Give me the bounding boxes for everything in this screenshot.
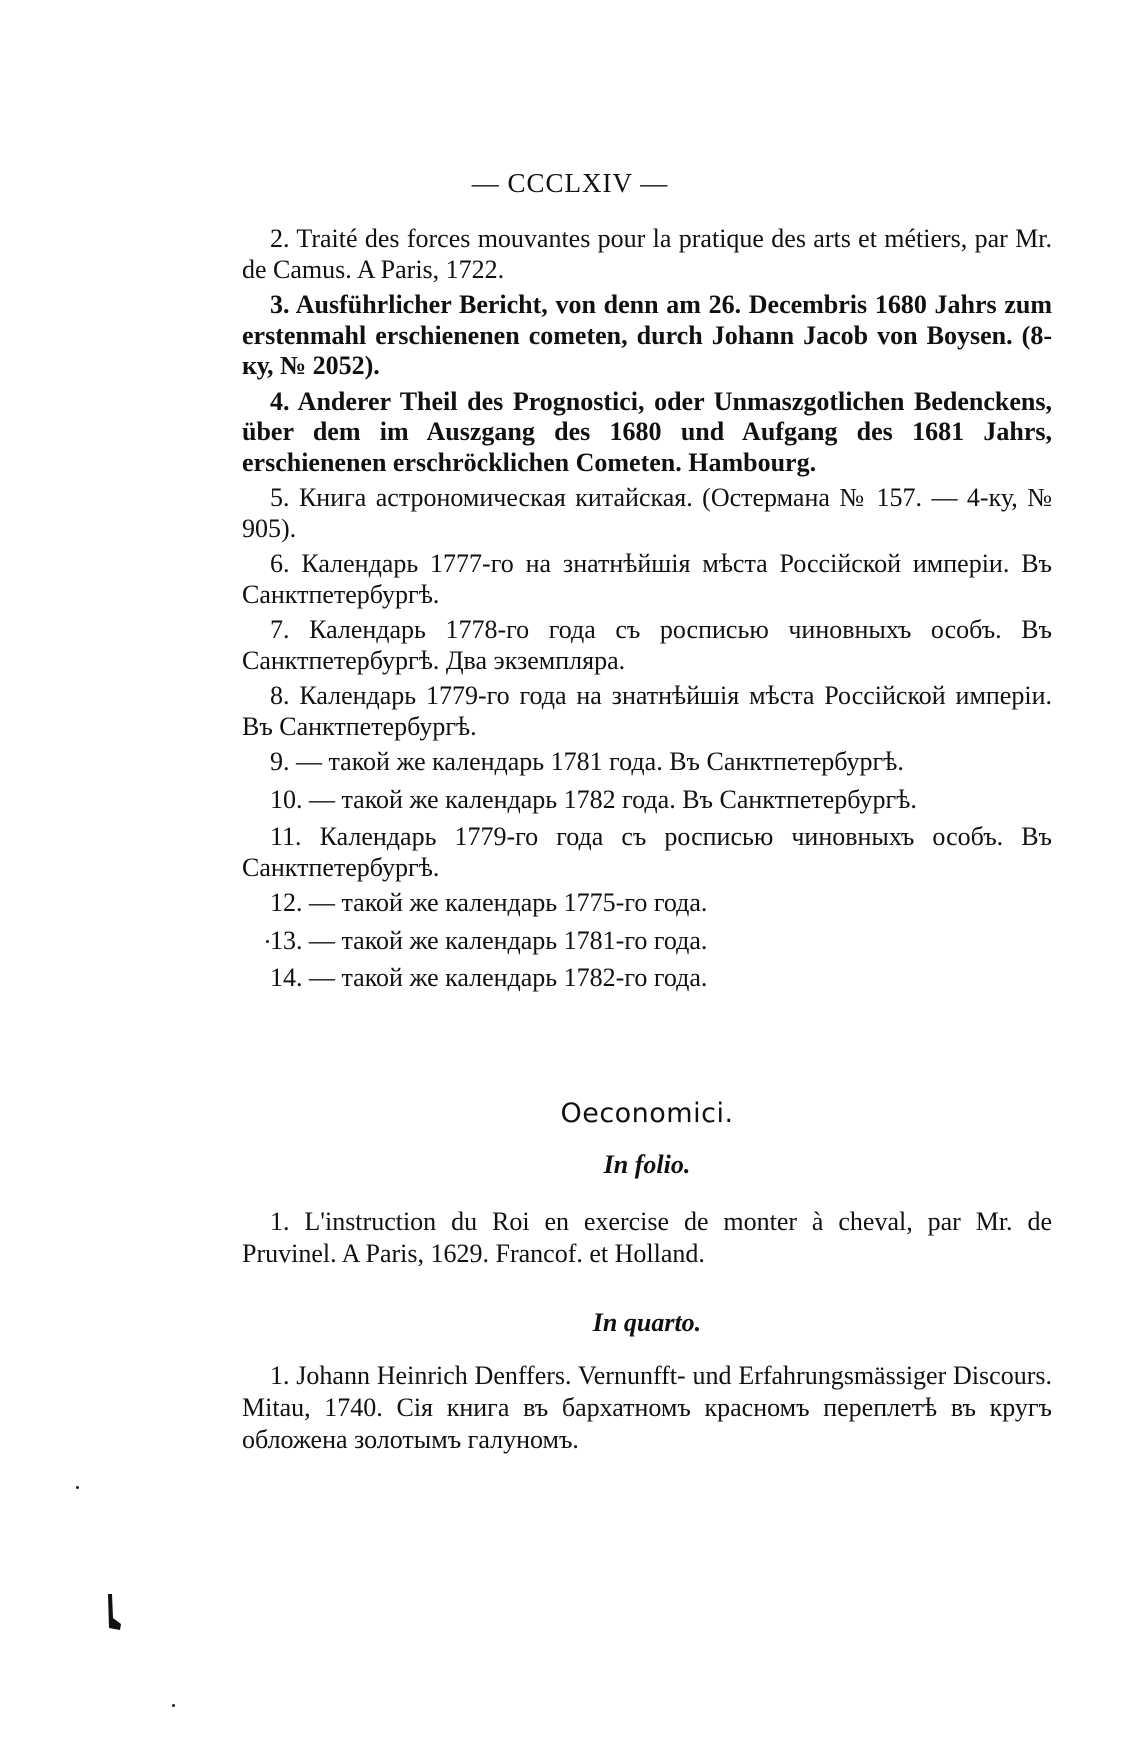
list-entry-7: 7. Календарь 1778-го года съ росписью чиновныхъ особъ. Въ Санктпетербургѣ. Два экземпляра. — [242, 615, 1052, 675]
list-entry-13: 13. — такой же календарь 1781-го года. — [270, 925, 708, 955]
ink-speck — [266, 940, 269, 943]
list-entry-11: 11. Календарь 1779-го года съ росписью чиновныхъ особъ. Въ Санктпетербургѣ. — [242, 822, 1052, 882]
page-header: — CCCLXIV — — [471, 168, 669, 198]
list-entry-14: 14. — такой же календарь 1782-го года. — [270, 963, 708, 992]
list-entry-4: 4. Anderer Theil des Prognostici, oder Unmaszgotlichen Bedenckens, über dem im Auszgang des 1680 und Aufgang des 1681 Jahrs, erschienenen erschröcklichen Cometen. Hambourg. — [242, 386, 1052, 477]
list-entry-10: 10. — такой же календарь 1782 года. Въ Санктпетербургѣ. — [270, 784, 917, 814]
folio-heading-block — [242, 1150, 1052, 1180]
section-title — [242, 1098, 1052, 1129]
folio-entry-block — [242, 1206, 1052, 1270]
list-entry-8: 8. Календарь 1779-го года на знатнѣйшія мѣста Россійской имперіи. Въ Санктпетербургѣ. — [242, 681, 1052, 741]
quarto-entry-block — [242, 1360, 1052, 1456]
list-entry-9: 9. — такой же календарь 1781 года. Въ Санктпетербургѣ. — [270, 747, 904, 776]
ink-speck — [76, 1486, 79, 1489]
ink-mark-decoration — [105, 1592, 123, 1632]
quarto-entry: 1. Johann Heinrich Denffers. Vernunfft- und Erfahrungsmässiger Discours. Mitau, 1740. Сія книга въ бархатномъ красномъ переплетѣ въ кругъ обложена золотымъ галуномъ. — [242, 1361, 1052, 1454]
folio-entry: 1. L'instruction du Roi en exercise de monter à cheval, par Mr. de Pruvinel. A Paris, 1629. Francof. et Holland. — [242, 1207, 1052, 1268]
list-entry-3: 3. Ausführlicher Bericht, von denn am 26. Decembris 1680 Jahrs zum erstenmahl erschienenen cometen, durch Johann Jacob von Boysen. (8-ку, № 2052). — [242, 290, 1052, 380]
list-entry-2: 2. Traité des forces mouvantes pour la pratique des arts et métiers, par Mr. de Camus. A Paris, 1722. — [242, 224, 1052, 284]
folio-heading: In folio. — [603, 1150, 691, 1179]
list-entry-12: 12. — такой же календарь 1775-го года. — [270, 888, 708, 917]
entry-list — [242, 224, 1052, 1001]
quarto-heading: In quarto. — [592, 1308, 702, 1337]
list-entry-5: 5. Книга астрономическая китайская. (Остермана № 157. — 4-ку, № 905). — [242, 483, 1052, 543]
section-heading: Oeconomici. — [560, 1098, 734, 1129]
ink-speck — [172, 1704, 175, 1707]
quarto-heading-block — [242, 1308, 1052, 1338]
list-entry-6: 6. Календарь 1777-го на знатнѣйшія мѣста Россійской имперіи. Въ Санктпетербургѣ. — [242, 549, 1052, 609]
